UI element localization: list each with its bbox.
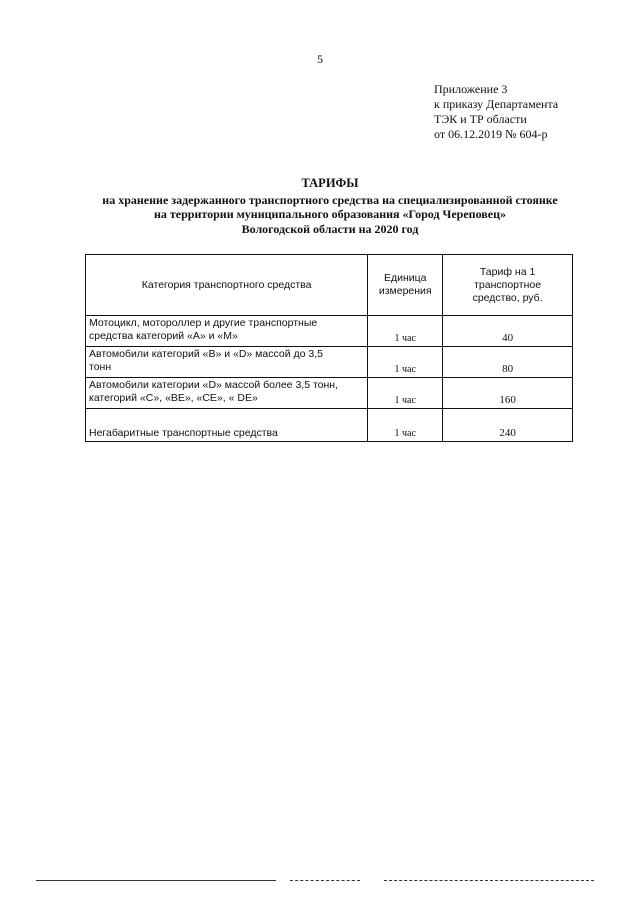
- table-row: [86, 316, 573, 347]
- row-category-line-2: средства категорий «А» и «М»: [89, 330, 238, 342]
- appendix-line-4: от 06.12.2019 № 604-р: [434, 127, 548, 141]
- row-category: [86, 316, 368, 347]
- row-category: [86, 409, 368, 442]
- row-category-line-2: категорий «С», «ВЕ», «СЕ», « DE»: [89, 392, 258, 404]
- title-line-3: Вологодской области на 2020 год: [241, 221, 419, 236]
- table-row: [86, 378, 573, 409]
- header-price: [443, 255, 573, 316]
- appendix-line-3: ТЭК и ТР области: [434, 112, 527, 126]
- header-price-line-2: средство, руб.: [472, 291, 543, 304]
- table-row: [86, 347, 573, 378]
- appendix-line-1: Приложение 3: [434, 82, 508, 96]
- title-line-2: на территории муниципального образования «Город Череповец»: [153, 207, 506, 221]
- title-line-1: на хранение задержанного транспортного средства на специализированной стоянке: [102, 192, 558, 207]
- row-category-line-1: Негабаритные транспортные средства: [89, 427, 278, 439]
- table-header-row: [86, 255, 573, 316]
- page-number: 5: [317, 52, 323, 66]
- row-category-line-1: Автомобили категорий «В» и «D» массой до 3,5: [89, 348, 323, 360]
- row-unit: 1 час: [368, 378, 443, 409]
- row-category-line-1: Автомобили категории «D» массой более 3,5 тонн,: [89, 379, 339, 391]
- row-category: [86, 347, 368, 378]
- title-main: ТАРИФЫ: [301, 176, 359, 190]
- footer-divider-right: [384, 880, 594, 881]
- header-category: [86, 255, 368, 316]
- document-title: [60, 176, 600, 236]
- appendix-line-2: к приказу Департамента: [434, 97, 559, 111]
- row-price: 80: [443, 347, 573, 378]
- header-unit: [368, 255, 443, 316]
- header-price-line-1: Тариф на 1 транспортное: [474, 265, 542, 291]
- footer-divider-left: [36, 880, 276, 881]
- row-unit: 1 час: [368, 316, 443, 347]
- row-category-line-2: тонн: [89, 361, 112, 373]
- row-price: 240: [443, 409, 573, 442]
- row-unit: 1 час: [368, 347, 443, 378]
- row-price: 40: [443, 316, 573, 347]
- table-row: [86, 409, 573, 442]
- row-category: [86, 378, 368, 409]
- row-price: 160: [443, 378, 573, 409]
- footer-divider-middle: [290, 880, 360, 881]
- header-unit-line-2: измерения: [378, 285, 432, 297]
- appendix-block: [434, 82, 558, 142]
- tariff-table: [85, 254, 573, 442]
- row-category-line-1: Мотоцикл, мотороллер и другие транспортные: [89, 317, 318, 329]
- header-category-label: Категория транспортного средства: [141, 278, 312, 291]
- row-unit: 1 час: [368, 409, 443, 442]
- header-unit-line-1: Единица: [383, 272, 427, 284]
